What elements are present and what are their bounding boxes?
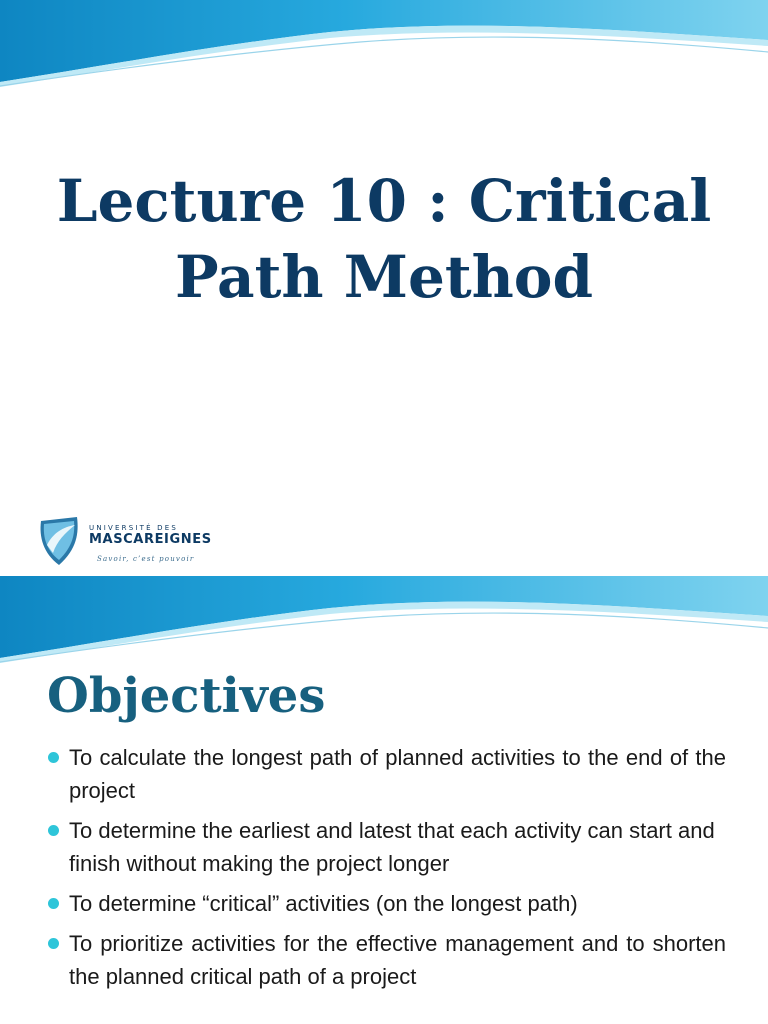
list-item-text: To prioritize activities for the effective management and to shorten the planned critical path of a project	[69, 931, 726, 989]
header-wave-decoration	[0, 0, 768, 90]
list-item	[48, 927, 726, 993]
lecture-title	[0, 163, 768, 315]
bullet-dot-icon	[48, 825, 59, 836]
objectives-list	[48, 741, 726, 1000]
bullet-dot-icon	[48, 898, 59, 909]
header-wave-decoration	[0, 576, 768, 666]
logo-university-name: MASCAREIGNES	[89, 532, 212, 547]
list-item-text: To determine “critical” activities (on the longest path)	[69, 891, 578, 916]
list-item	[48, 887, 726, 920]
bullet-dot-icon	[48, 938, 59, 949]
slide-objectives	[0, 576, 768, 1024]
lecture-title-line1: Lecture 10 : Critical	[56, 167, 712, 235]
list-item-text: To determine the earliest and latest that each activity can start and finish without making the project longer	[69, 818, 715, 876]
list-item	[48, 814, 726, 880]
university-logo	[35, 515, 235, 570]
objectives-heading: Objectives	[47, 668, 326, 724]
university-shield-icon	[35, 515, 83, 567]
bullet-dot-icon	[48, 752, 59, 763]
lecture-title-line2: Path Method	[174, 243, 594, 311]
logo-motto: Savoir, c’est pouvoir	[97, 555, 195, 563]
logo-university-label: UNIVERSITÉ DES	[89, 524, 178, 532]
list-item	[48, 741, 726, 807]
list-item-text: To calculate the longest path of planned activities to the end of the project	[69, 745, 726, 803]
